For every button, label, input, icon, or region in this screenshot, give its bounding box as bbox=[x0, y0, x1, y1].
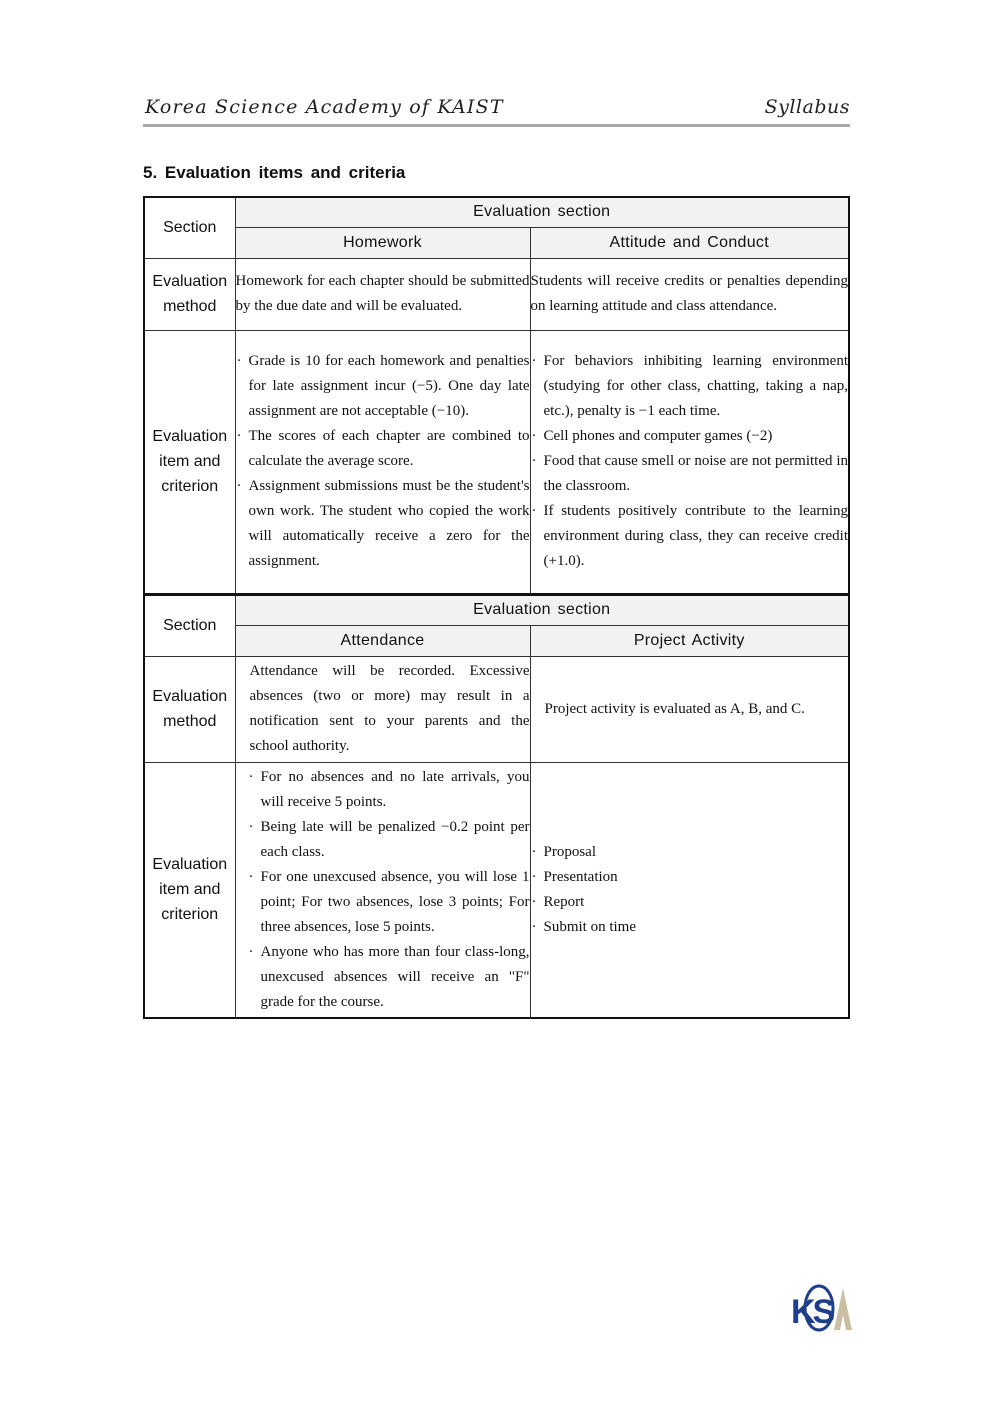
row-label-line: Evaluation bbox=[152, 688, 228, 705]
list-item: · Cell phones and computer games (−2) bbox=[531, 424, 849, 449]
section-label: Section bbox=[163, 617, 217, 635]
project-criterion-list bbox=[531, 840, 849, 940]
row-label-line: Evaluation bbox=[152, 856, 228, 874]
row-label-criterion bbox=[144, 762, 235, 1018]
row-label-line: Evaluation bbox=[152, 428, 228, 446]
header-institution: Korea Science Academy of KAIST bbox=[145, 96, 504, 118]
page-header bbox=[143, 96, 850, 127]
column-header-attitude: Attitude and Conduct bbox=[530, 227, 849, 258]
column-header-homework: Homework bbox=[235, 227, 530, 258]
project-criterion-cell bbox=[530, 762, 849, 1018]
attendance-criterion-list bbox=[248, 765, 530, 1015]
row-label-line: criterion bbox=[161, 906, 219, 924]
attendance-method-text: Attendance will be recorded. Excessive absences (two or more) may result in a notification sent to your parents and the school authority. bbox=[249, 663, 530, 754]
list-item: · The scores of each chapter are combined to calculate the average score. bbox=[236, 424, 530, 474]
row-label-line: Evaluation bbox=[152, 273, 228, 290]
list-item: · If students positively contribute to the learning environment during class, they can receive credit (+1.0). bbox=[531, 499, 849, 574]
row-label-method bbox=[144, 258, 235, 330]
attitude-criterion-cell bbox=[530, 330, 849, 594]
list-item: · Assignment submissions must be the student's own work. The student who copied the work will automatically receive a zero for the assignment. bbox=[236, 474, 530, 574]
section-label: Section bbox=[163, 219, 217, 237]
list-item: · For one unexcused absence, you will lose 1 point; For two absences, lose 3 points; For three absences, lose 5 points. bbox=[248, 865, 530, 940]
row-label-line: item and bbox=[159, 453, 221, 471]
homework-criterion-cell bbox=[235, 330, 530, 594]
homework-criterion-list bbox=[236, 349, 530, 574]
list-item: · For no absences and no late arrivals, you will receive 5 points. bbox=[248, 765, 530, 815]
section-label-cell bbox=[144, 197, 235, 258]
list-item: · Proposal bbox=[531, 840, 849, 865]
homework-method-cell bbox=[235, 258, 530, 330]
homework-method-text: Homework for each chapter should be submitted by the due date and will be evaluated. bbox=[235, 273, 530, 314]
row-label-criterion bbox=[144, 330, 235, 594]
ksa-logo-icon bbox=[790, 1283, 852, 1333]
evaluation-table-1 bbox=[143, 196, 850, 595]
attendance-criterion-cell bbox=[235, 762, 530, 1018]
section-heading: 5. Evaluation items and criteria bbox=[143, 163, 406, 182]
attendance-method-cell bbox=[235, 656, 530, 762]
project-method-cell bbox=[530, 656, 849, 762]
group-header: Evaluation section bbox=[235, 595, 849, 625]
group-header: Evaluation section bbox=[235, 197, 849, 227]
attitude-method-cell bbox=[530, 258, 849, 330]
list-item: · Being late will be penalized −0.2 point per each class. bbox=[248, 815, 530, 865]
row-label-line: method bbox=[163, 298, 217, 315]
row-label-method bbox=[144, 656, 235, 762]
project-method-text: Project activity is evaluated as A, B, and C. bbox=[544, 700, 805, 717]
attitude-criterion-list bbox=[531, 349, 849, 574]
evaluation-table-2 bbox=[143, 594, 850, 1019]
list-item: · Presentation bbox=[531, 865, 849, 890]
column-header-project: Project Activity bbox=[530, 625, 849, 656]
list-item: · Grade is 10 for each homework and penalties for late assignment incur (−5). One day late assignment are not acceptable (−10). bbox=[236, 349, 530, 424]
list-item: · For behaviors inhibiting learning environment (studying for other class, chatting, taking a nap, etc.), penalty is −1 each time. bbox=[531, 349, 849, 424]
logo-a-shape bbox=[834, 1288, 852, 1330]
section-label-cell bbox=[144, 595, 235, 656]
row-label-line: method bbox=[163, 713, 217, 730]
list-item: · Food that cause smell or noise are not permitted in the classroom. bbox=[531, 449, 849, 499]
column-header-attendance: Attendance bbox=[235, 625, 530, 656]
attitude-method-text: Students will receive credits or penalties depending on learning attitude and class attendance. bbox=[530, 273, 849, 314]
list-item: · Submit on time bbox=[531, 915, 849, 940]
list-item: · Report bbox=[531, 890, 849, 915]
row-label-line: criterion bbox=[161, 478, 219, 496]
header-doc-type: Syllabus bbox=[764, 96, 850, 118]
logo-ks-letters: KS bbox=[791, 1293, 833, 1331]
list-item: · Anyone who has more than four class-long, unexcused absences will receive an "F" grade for the course. bbox=[248, 940, 530, 1015]
row-label-line: item and bbox=[159, 881, 221, 899]
